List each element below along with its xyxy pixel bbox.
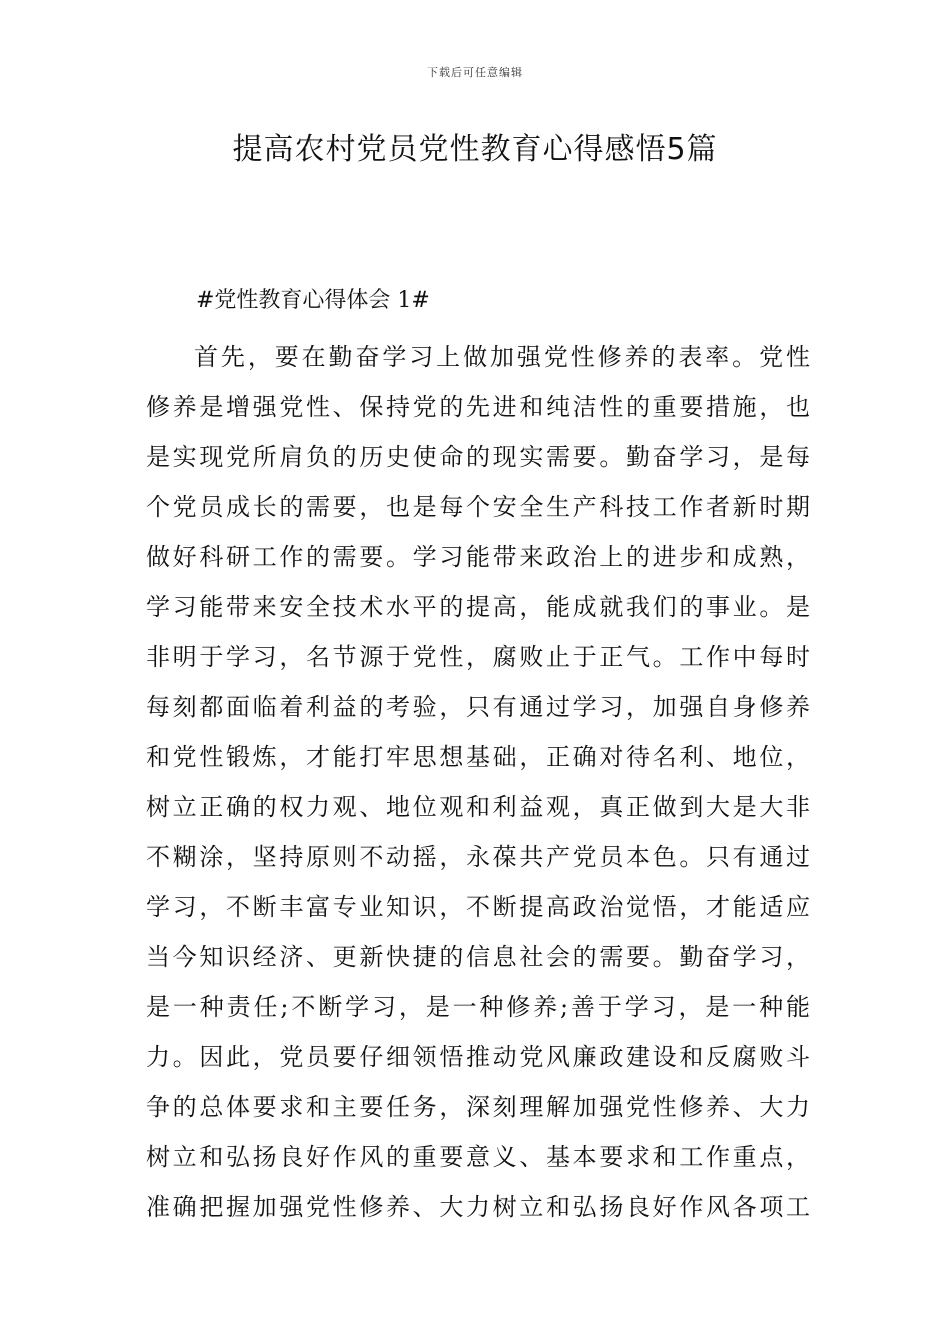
document-title: 提高农村党员党性教育心得感悟5篇 — [232, 132, 718, 167]
paragraph-line: 不糊涂，坚持原则不动摇，永葆共产党员本色。只有通过 — [146, 843, 810, 871]
section-heading: #党性教育心得体会 1# — [196, 288, 430, 313]
header-note: 下载后可任意编辑 — [427, 66, 523, 79]
body-paragraph — [146, 332, 810, 1232]
paragraph-line: 准确把握加强党性修养、大力树立和弘扬良好作风各项工 — [146, 1193, 810, 1221]
paragraph-line: 是一种责任;不断学习，是一种修养;善于学习，是一种能 — [146, 993, 810, 1021]
paragraph-line: 个党员成长的需要，也是每个安全生产科技工作者新时期 — [146, 493, 810, 521]
paragraph-line: 学习能带来安全技术水平的提高，能成就我们的事业。是 — [146, 593, 810, 621]
paragraph-line: 树立和弘扬良好作风的重要意义、基本要求和工作重点， — [146, 1143, 810, 1171]
paragraph-line: 树立正确的权力观、地位观和利益观，真正做到大是大非 — [146, 793, 810, 821]
paragraph-line: 修养是增强党性、保持党的先进和纯洁性的重要措施，也 — [146, 393, 810, 421]
paragraph-line: 学习，不断丰富专业知识，不断提高政治觉悟，才能适应 — [146, 893, 810, 921]
paragraph-line: 非明于学习，名节源于党性，腐败止于正气。工作中每时 — [146, 643, 810, 671]
paragraph-line: 争的总体要求和主要任务，深刻理解加强党性修养、大力 — [146, 1093, 810, 1121]
paragraph-line: 是实现党所肩负的历史使命的现实需要。勤奋学习，是每 — [146, 443, 810, 471]
paragraph-line: 每刻都面临着利益的考验，只有通过学习，加强自身修养 — [146, 693, 810, 721]
paragraph-line: 力。因此，党员要仔细领悟推动党风廉政建设和反腐败斗 — [146, 1043, 810, 1071]
paragraph-line: 首先，要在勤奋学习上做加强党性修养的表率。党性 — [194, 343, 810, 371]
paragraph-line: 和党性锻炼，才能打牢思想基础，正确对待名利、地位， — [146, 743, 810, 771]
paragraph-line: 当今知识经济、更新快捷的信息社会的需要。勤奋学习， — [146, 943, 810, 971]
paragraph-line: 做好科研工作的需要。学习能带来政治上的进步和成熟， — [146, 543, 810, 571]
